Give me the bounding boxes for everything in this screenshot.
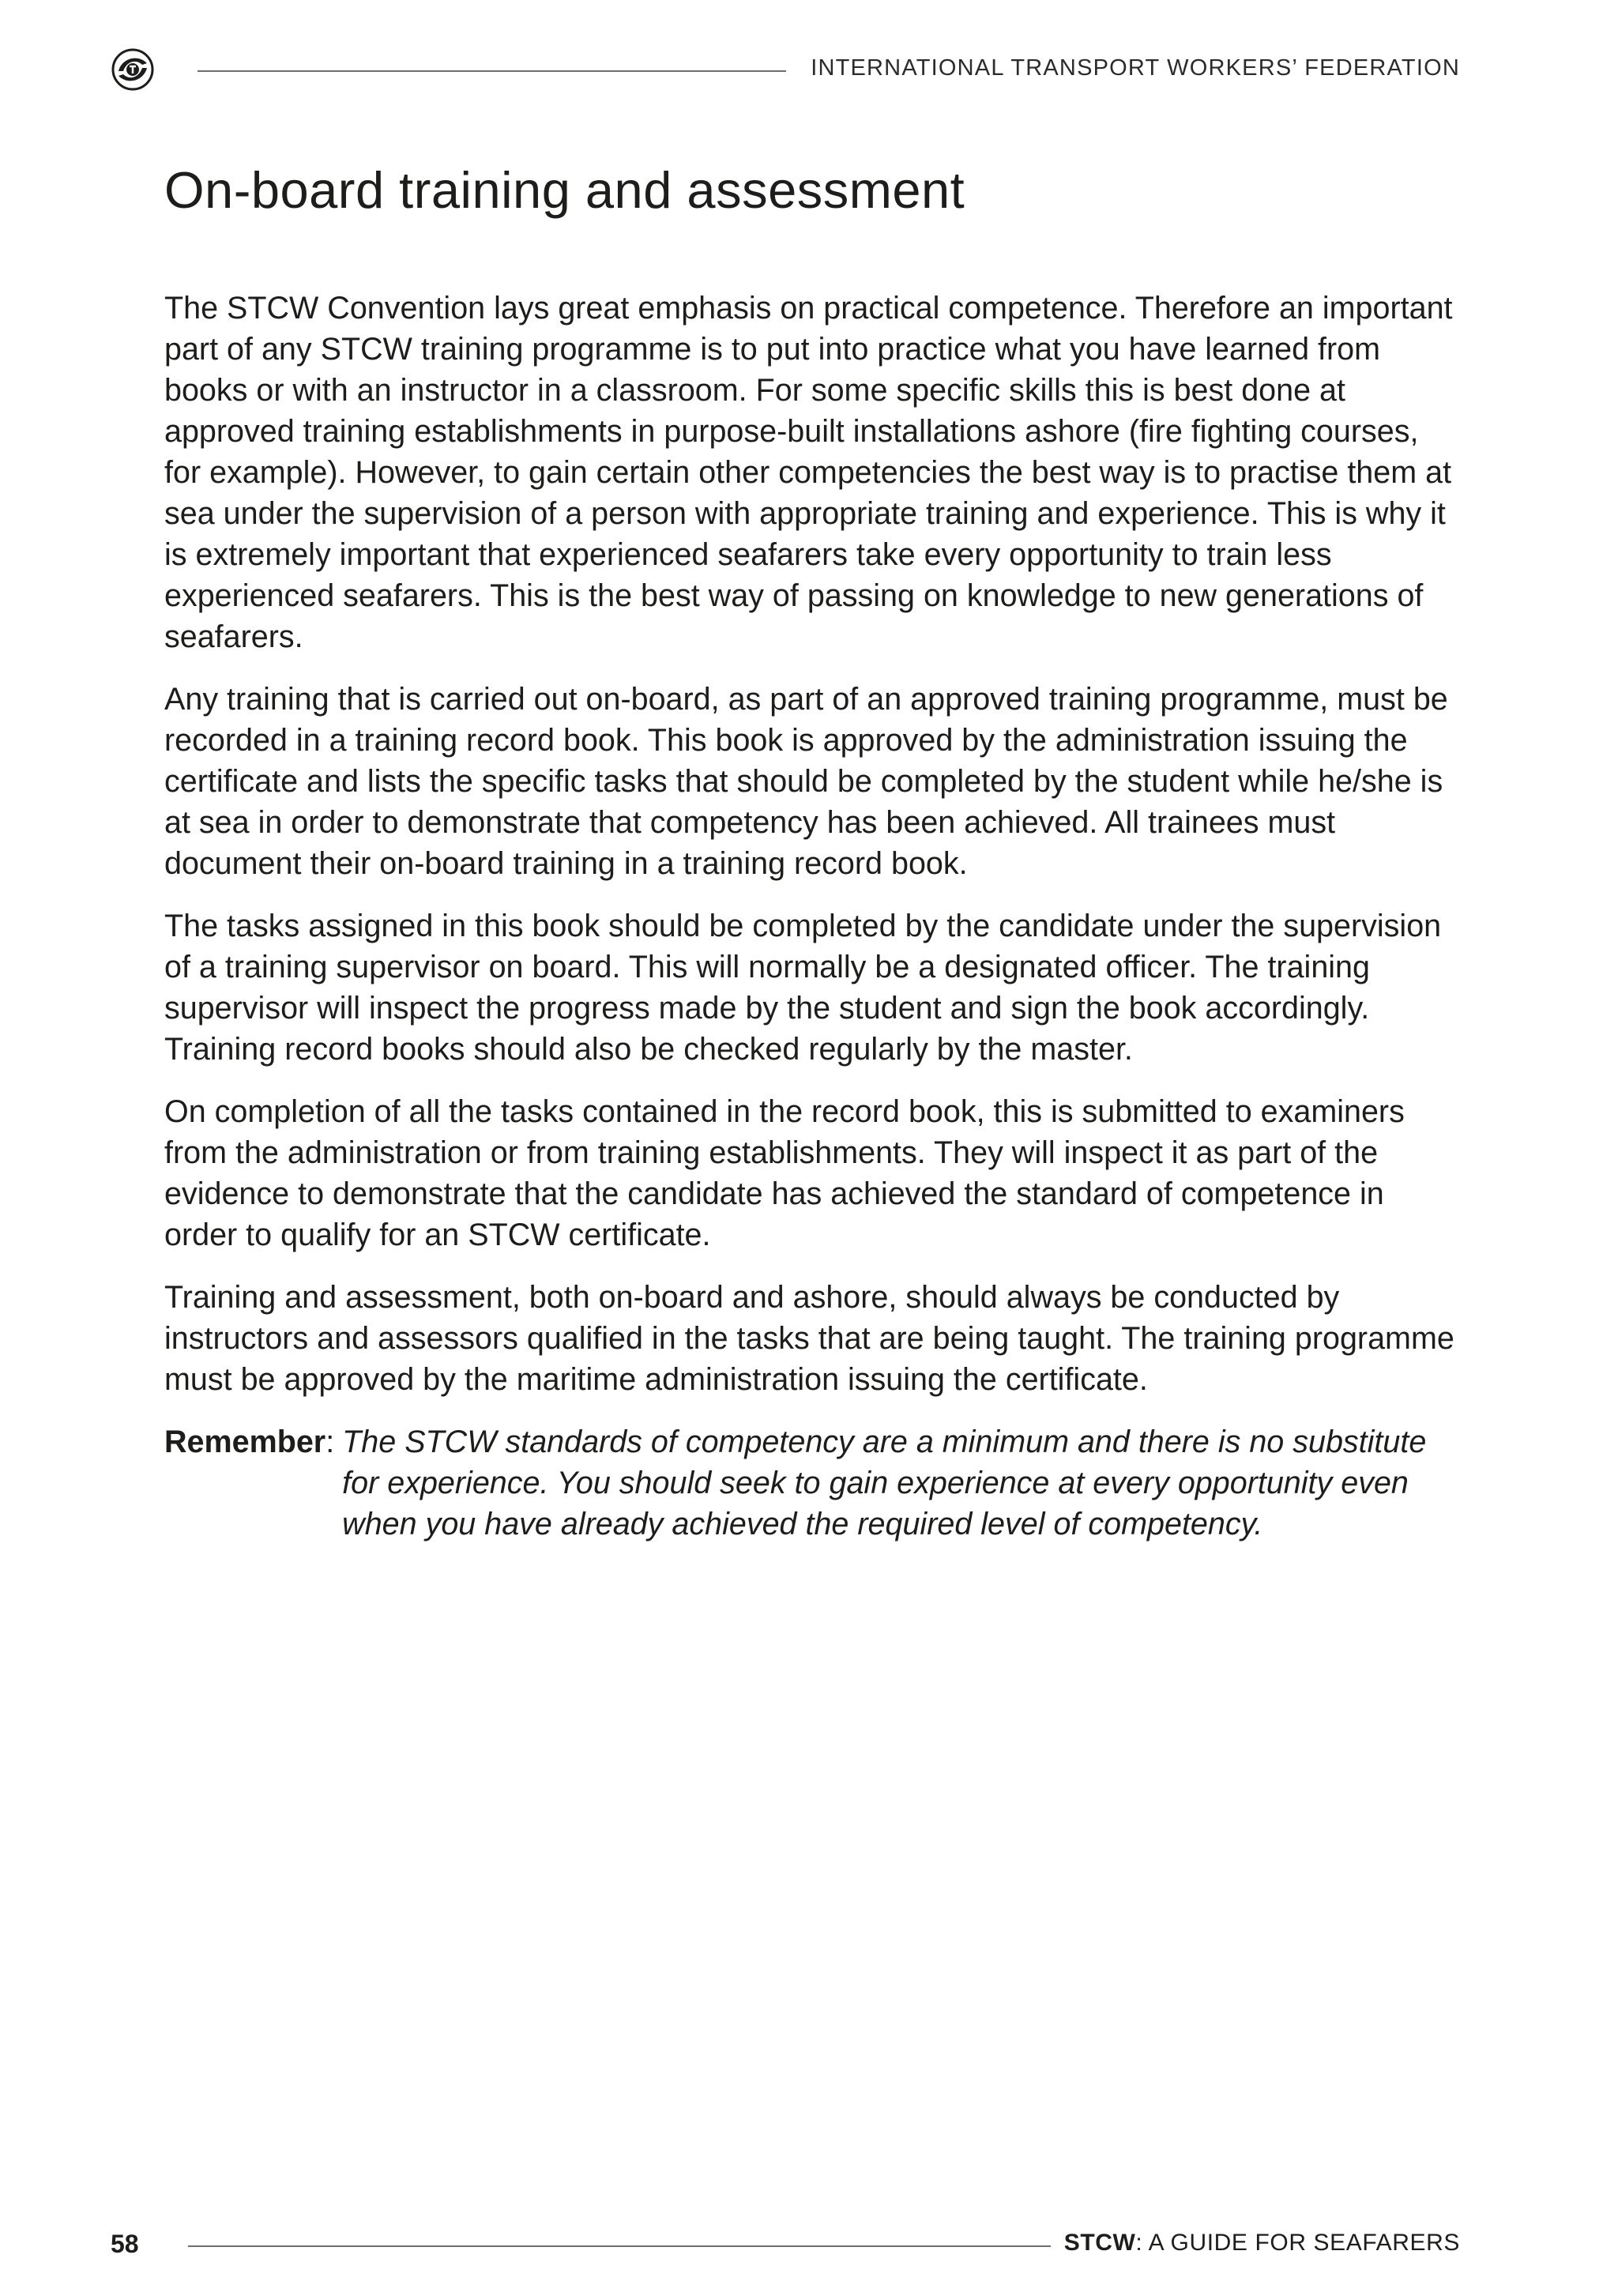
footer-title-rest: : A GUIDE FOR SEAFARERS [1135,2230,1460,2256]
body-paragraph: On completion of all the tasks contained in the record book, this is submitted to examiners from the administration or from training establishments. They will inspect it as part of the evidence to demonstrate that the candidate has achieved the standard of competence in order to qualify for an STCW certificate. [164,1094,1405,1252]
itf-logo-icon [111,47,155,92]
page-title: On-board training and assessment [164,161,965,219]
page-header [0,0,1618,142]
body-paragraph: The tasks assigned in this book should be completed by the candidate under the supervision of a training supervisor on board. This will normally be a designated officer. The training supervisor will inspect the progress made by the student and sign the book accordingly. Training record books should also be checked regularly by the master. [164,909,1442,1067]
page-footer [0,2212,1618,2275]
page-content [164,155,1460,1545]
remember-label: Remember [164,1425,326,1459]
footer-publication-title [1064,2230,1460,2256]
body-paragraph: Any training that is carried out on-board, as part of an approved training programme, must be recorded in a training record book. This book is approved by the administration issuing the certificate and lists the specific tasks that should be completed by the student while he/she is at sea in order to demonstrate that competency has been achieved. All trainees must document their on-board training in a training record book. [164,682,1448,881]
header-organization: INTERNATIONAL TRANSPORT WORKERS’ FEDERATION [811,55,1460,81]
body-paragraph: Training and assessment, both on-board and ashore, should always be conducted by instructors and assessors qualified in the tasks that are being taught. The training programme must be approved by the maritime administration issuing the certificate. [164,1280,1454,1397]
footer-divider [188,2245,1051,2247]
remember-colon: : [325,1425,335,1459]
remember-text: The STCW standards of competency are a minimum and there is no substitute for experience. You should seek to gain experience at every opportunity even when you have already achieved the required level of competency. [342,1425,1427,1541]
body-paragraph: The STCW Convention lays great emphasis on practical competence. Therefore an important part of any STCW training programme is to put into practice what you have learned from books or with an instructor in a classroom. For some specific skills this is best done at approved training establishments in purpose-built installations ashore (fire fighting courses, for example). However, to gain certain other competencies the best way is to practise them at sea under the supervision of a person with appropriate training and experience. This is why it is extremely important that experienced seafarers take every opportunity to train less experienced seafarers. This is the best way of passing on knowledge to new generations of seafarers. [164,291,1453,654]
header-divider [198,70,786,72]
page-number: 58 [111,2230,139,2258]
footer-title-bold: STCW [1063,2230,1136,2256]
remember-note [164,1421,1460,1545]
